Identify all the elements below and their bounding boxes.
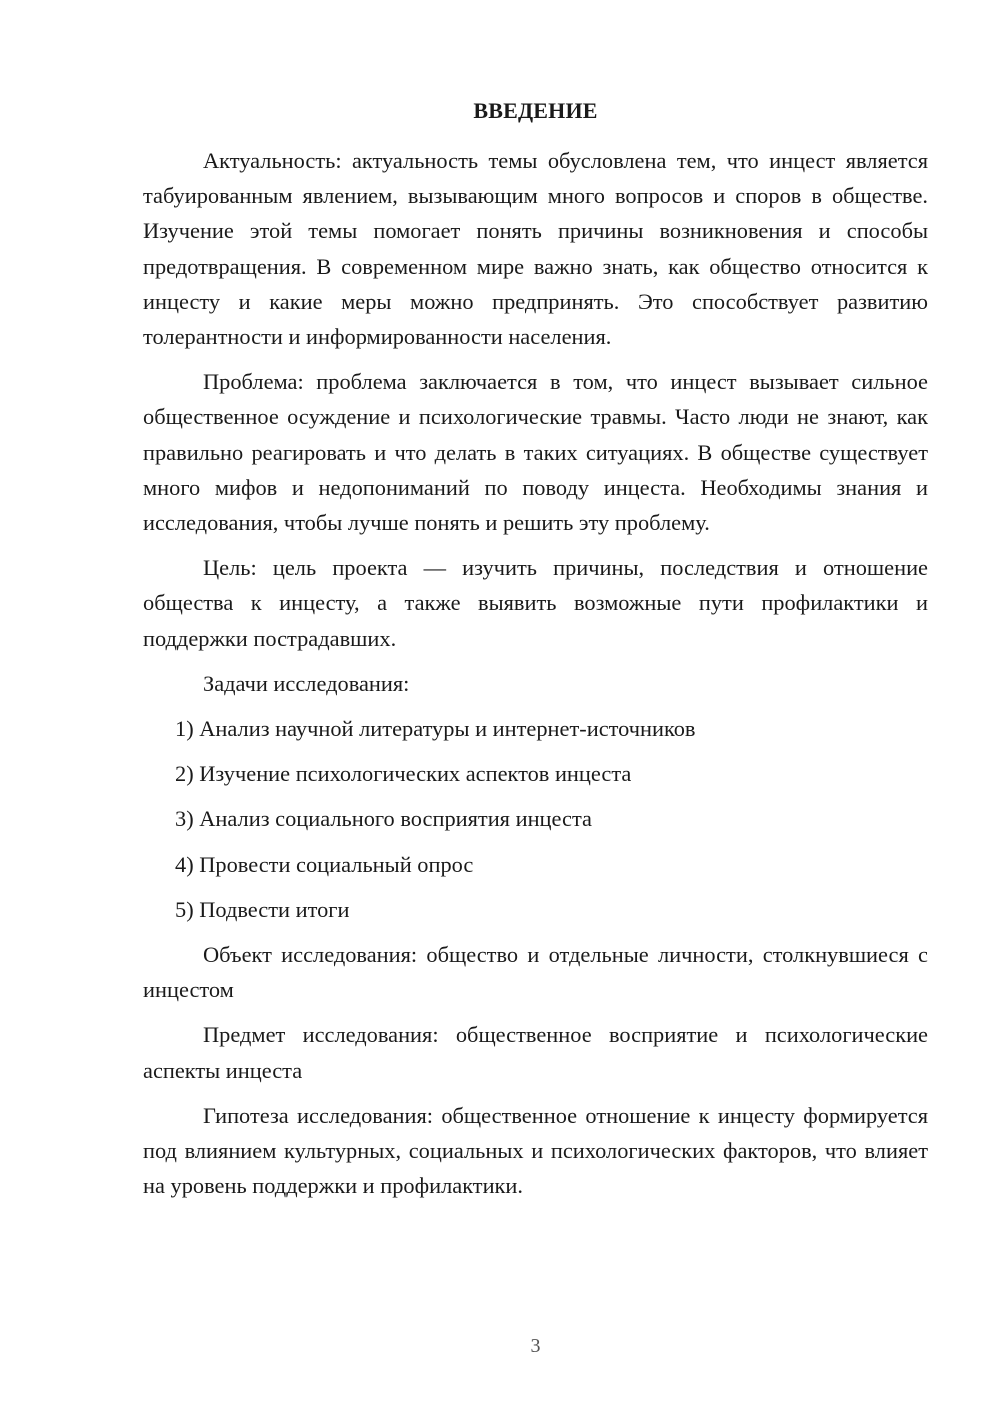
list-item: 1) Анализ научной литературы и интернет-источников bbox=[175, 716, 696, 742]
paragraph-object: Объект исследования: общество и отдельные личности, столкнувшиеся с инцестом bbox=[143, 942, 928, 1003]
section-title: ВВЕДЕНИЕ bbox=[473, 98, 598, 123]
paragraph-subject: Предмет исследования: общественное восприятие и психологические аспекты инцеста bbox=[143, 1022, 928, 1083]
document-page bbox=[143, 0, 928, 1414]
page-number: 3 bbox=[530, 1335, 541, 1357]
list-item: 3) Анализ социального восприятия инцеста bbox=[175, 806, 592, 832]
paragraph-goal: Цель: цель проекта — изучить причины, последствия и отношение общества к инцесту, а также выявить возможные пути профилактики и поддержки пострадавших. bbox=[143, 555, 928, 651]
paragraph-tasks-heading: Задачи исследования: bbox=[203, 670, 410, 696]
list-item: 4) Провести социальный опрос bbox=[175, 851, 474, 877]
list-item: 2) Изучение психологических аспектов инцеста bbox=[175, 761, 632, 787]
paragraph-hypothesis: Гипотеза исследования: общественное отношение к инцесту формируется под влиянием культурных, социальных и психологических факторов, что влияет на уровень поддержки и профилактики. bbox=[143, 1102, 928, 1199]
paragraph-problem: Проблема: проблема заключается в том, что инцест вызывает сильное общественное осуждение и психологические травмы. Часто люди не знают, как правильно реагировать и что делать в таких ситуациях. В обществе существует много мифов и недопониманий по поводу инцеста. Необходимы знания и исследования, чтобы лучше понять и решить эту проблему. bbox=[143, 369, 928, 536]
paragraph-relevance: Актуальность: актуальность темы обусловлена тем, что инцест является табуированным явлением, вызывающим много вопросов и споров в обществе. Изучение этой темы помогает понять причины возникновения и способы предотвращения. В современном мире важно знать, как общество относится к инцесту и какие меры можно предпринять. Это способствует развитию толерантности и информированности населения. bbox=[143, 148, 928, 350]
list-item: 5) Подвести итоги bbox=[175, 896, 350, 922]
task-list bbox=[143, 711, 928, 927]
document-body bbox=[143, 143, 928, 1213]
